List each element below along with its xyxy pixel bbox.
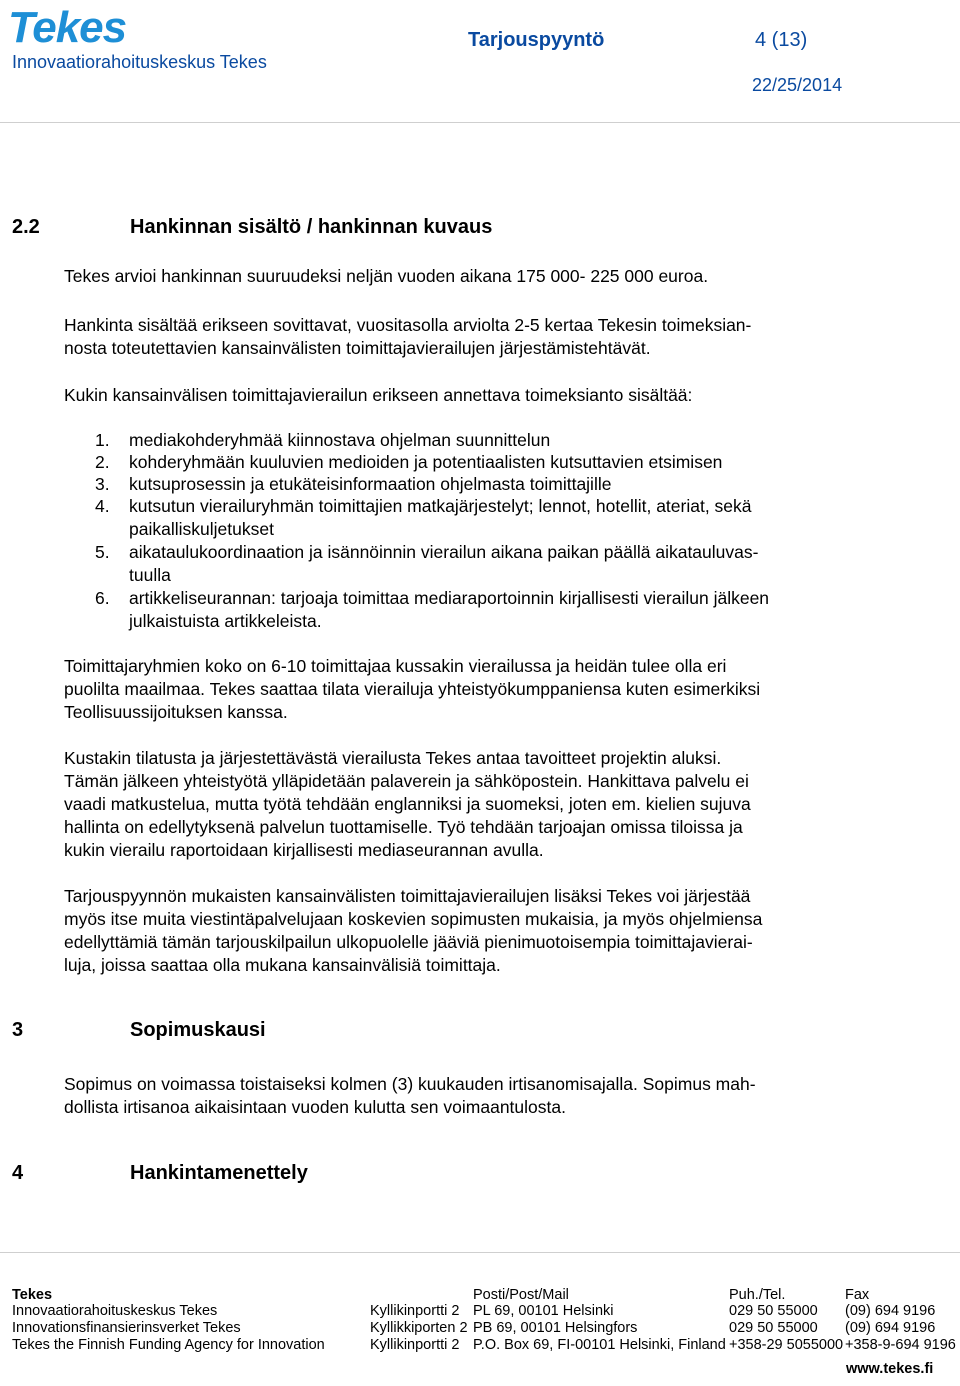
list-text: kutsutun vierailuryhmän toimittajien matkajärjestelyt; lennot, hotellit, ateriat, sekä [129,496,752,516]
footer-phone-sv: 029 50 55000 [729,1320,818,1336]
footer-website-link[interactable]: www.tekes.fi [846,1361,934,1377]
list-text-continued: paikalliskuljetukset [129,519,274,539]
paragraph-line: edellyttämiä tämän tarjouskilpailun ulkopuolelle jääviä pienimuotoisempia toimittajavierai- [64,932,753,952]
section-heading-2-2 [12,216,612,240]
footer-street-sv: Kyllikkiporten 2 [370,1320,468,1336]
section-heading-3 [12,1019,612,1045]
list-text: kohderyhmään kuuluvien medioiden ja potentiaalisten kutsuttavien etsimisen [129,452,723,472]
header-divider [0,122,960,123]
list-number: 6. [95,588,110,608]
tekes-logo [8,4,154,50]
paragraph-line: dollista irtisanoa aikaisintaan vuoden kulutta sen voimaantulosta. [64,1097,566,1117]
footer-mail-en: P.O. Box 69, FI-00101 Helsinki, Finland [473,1337,726,1353]
paragraph-line: myös itse muita viestintäpalvelujaan koskevien sopimusten mukaisia, ja myös ohjelmiensa [64,909,763,929]
footer-fax-label: Fax [845,1287,870,1303]
paragraph-line: puolilta maailmaa. Tekes saattaa tilata vierailuja yhteistyökumppaniensa kuten esimerkiksi [64,679,761,699]
footer-mail-fi: PL 69, 00101 Helsinki [473,1303,614,1319]
section-title: Sopimuskausi [130,1019,266,1041]
paragraph-line: nosta toteutettavien kansainvälisten toimittajavierailujen järjestämistehtävät. [64,338,651,358]
footer-fax-sv: (09) 694 9196 [845,1320,936,1336]
section-number: 4 [12,1162,24,1184]
document-date: 22/25/2014 [752,75,843,95]
section-title: Hankinnan sisältö / hankinnan kuvaus [130,216,493,238]
list-text: mediakohderyhmää kiinnostava ohjelman suunnittelun [129,430,551,450]
list-text: artikkeliseurannan: tarjoaja toimittaa mediaraportoinnin kirjallisesti vierailun jälkeen [129,588,770,608]
footer-org-sv: Innovationsfinansierinsverket Tekes [12,1320,241,1336]
list-item [95,473,875,496]
paragraph: Kukin kansainvälisen toimittajavierailun erikseen annettava toimeksianto sisältää: [64,385,693,405]
list-number: 4. [95,496,110,516]
paragraph-line: hallinta on edellytyksenä palvelun tuottamiselle. Työ tehdään tarjoajan omissa tiloissa ja [64,817,743,837]
list-text: aikataulukoordinaation ja isännöinnin vierailun aikana paikan päällä aikatauluvas- [129,542,759,562]
paragraph-line: vaadi matkustelua, mutta työtä tehdään englanniksi ja suomeksi, joten em. kielien sujuva [64,794,751,814]
footer-org-fi: Innovaatiorahoituskeskus Tekes [12,1303,218,1319]
footer-phone-fi: 029 50 55000 [729,1303,818,1319]
paragraph: Tekes arvioi hankinnan suuruudeksi neljän vuoden aikana 175 000- 225 000 euroa. [64,266,709,286]
paragraph-line: Tämän jälkeen yhteistyötä ylläpidetään palaverein ja sähköpostein. Hankittava palvelu ei [64,771,749,791]
list-number: 5. [95,542,110,562]
list-text-continued: julkaistuista artikkeleista. [129,611,322,631]
paragraph-line: Sopimus on voimassa toistaiseksi kolmen (3) kuukauden irtisanomisajalla. Sopimus mah- [64,1074,756,1094]
footer-street-fi: Kyllikinportti 2 [370,1303,460,1319]
list-text: kutsuprosessin ja etukäteisinformaation ohjelmasta toimittajille [129,474,612,494]
paragraph-line: luja, joissa saattaa olla mukana kansainvälisiä toimittaja. [64,955,501,975]
footer-phone-label: Puh./Tel. [729,1287,786,1303]
paragraph-line: Tarjouspyynnön mukaisten kansainvälisten toimittajavierailujen lisäksi Tekes voi järjestää [64,886,751,906]
paragraph-line: Teollisuussijoituksen kanssa. [64,702,288,722]
list-number: 2. [95,452,110,472]
paragraph-line: Hankinta sisältää erikseen sovittavat, vuositasolla arviolta 2-5 kertaa Tekesin toimeksian- [64,315,752,335]
footer-phone-en: +358-29 5055000 [729,1337,844,1353]
footer-org-en: Tekes the Finnish Funding Agency for Innovation [12,1337,325,1353]
footer-mail-sv: PB 69, 00101 Helsingfors [473,1320,638,1336]
organization-name: Innovaatiorahoituskeskus Tekes [12,52,267,72]
section-number: 2.2 [12,216,40,238]
section-title: Hankintamenettely [130,1162,308,1184]
svg-text:Tekes: Tekes [8,4,127,50]
paragraph-line: Kustakin tilatusta ja järjestettävästä vierailusta Tekes antaa tavoitteet projektin aluksi. [64,748,722,768]
page-number: 4 (13) [755,29,808,51]
footer-fax-en: +358-9-694 9196 [845,1337,956,1353]
list-item [95,587,875,633]
paragraph-line: Toimittajaryhmien koko on 6-10 toimittajaa kussakin vierailussa ja heidän tulee olla eri [64,656,727,676]
paragraph-line: kukin vierailu raportoidaan kirjallisesti mediaseurannan avulla. [64,840,544,860]
footer-divider [0,1252,960,1253]
list-number: 3. [95,474,110,494]
section-heading-4 [12,1162,612,1188]
list-item [95,495,875,541]
footer-fax-fi: (09) 694 9196 [845,1303,936,1319]
list-text-continued: tuulla [129,565,171,585]
list-item [95,451,875,474]
footer-org-short: Tekes [12,1287,53,1303]
list-item [95,541,875,587]
section-number: 3 [12,1019,24,1041]
footer-street-en: Kyllikinportti 2 [370,1337,460,1353]
footer-mail-label: Posti/Post/Mail [473,1287,569,1303]
document-title: Tarjouspyyntö [468,29,605,51]
list-item [95,429,875,452]
list-number: 1. [95,430,110,450]
